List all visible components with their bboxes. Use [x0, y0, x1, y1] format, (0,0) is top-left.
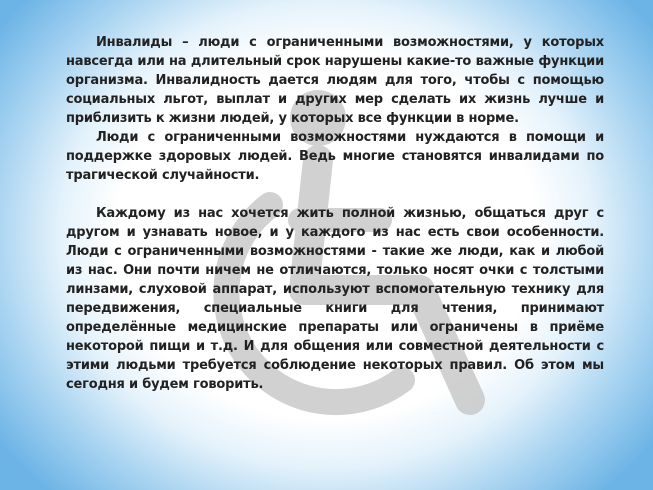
paragraph-everyone: Каждому из нас хочется жить полной жизнью, общаться друг с другом и узнавать новое, и у каждого из нас есть свои особенности. Люди с ограниченными возможностями - такие же люди, как и любой из нас. Они почти ничем не отличаются, только носят очки с толстыми линзами, слуховой аппарат, используют вспомогательную технику для передвижения, специальные книги для чтения, принимают определённые медицинские препараты или ограничены в приёме некоторой пищи и т.д. И для общения или совместной деятельности с этими людьми требуется соблюдение некоторых правил. Об этом мы сегодня и будем говорить. — [66, 206, 604, 392]
paragraph-spacer — [66, 185, 604, 204]
slide-text — [66, 33, 604, 394]
paragraph-definition: Инвалиды – люди с ограниченными возможностями, у которых навсегда или на длительный срок нарушены какие-то важные функции организма. Инвалидность дается людям для того, чтобы с помощью социальных льгот, выплат и других мер сделать их жизнь лучше и приблизить к жизни людей, у которых все функции в норме. — [66, 35, 604, 126]
paragraph-support: Люди с ограниченными возможностями нуждаются в помощи и поддержке здоровых людей. Ведь многие становятся инвалидами по трагической случайности. — [66, 130, 604, 183]
